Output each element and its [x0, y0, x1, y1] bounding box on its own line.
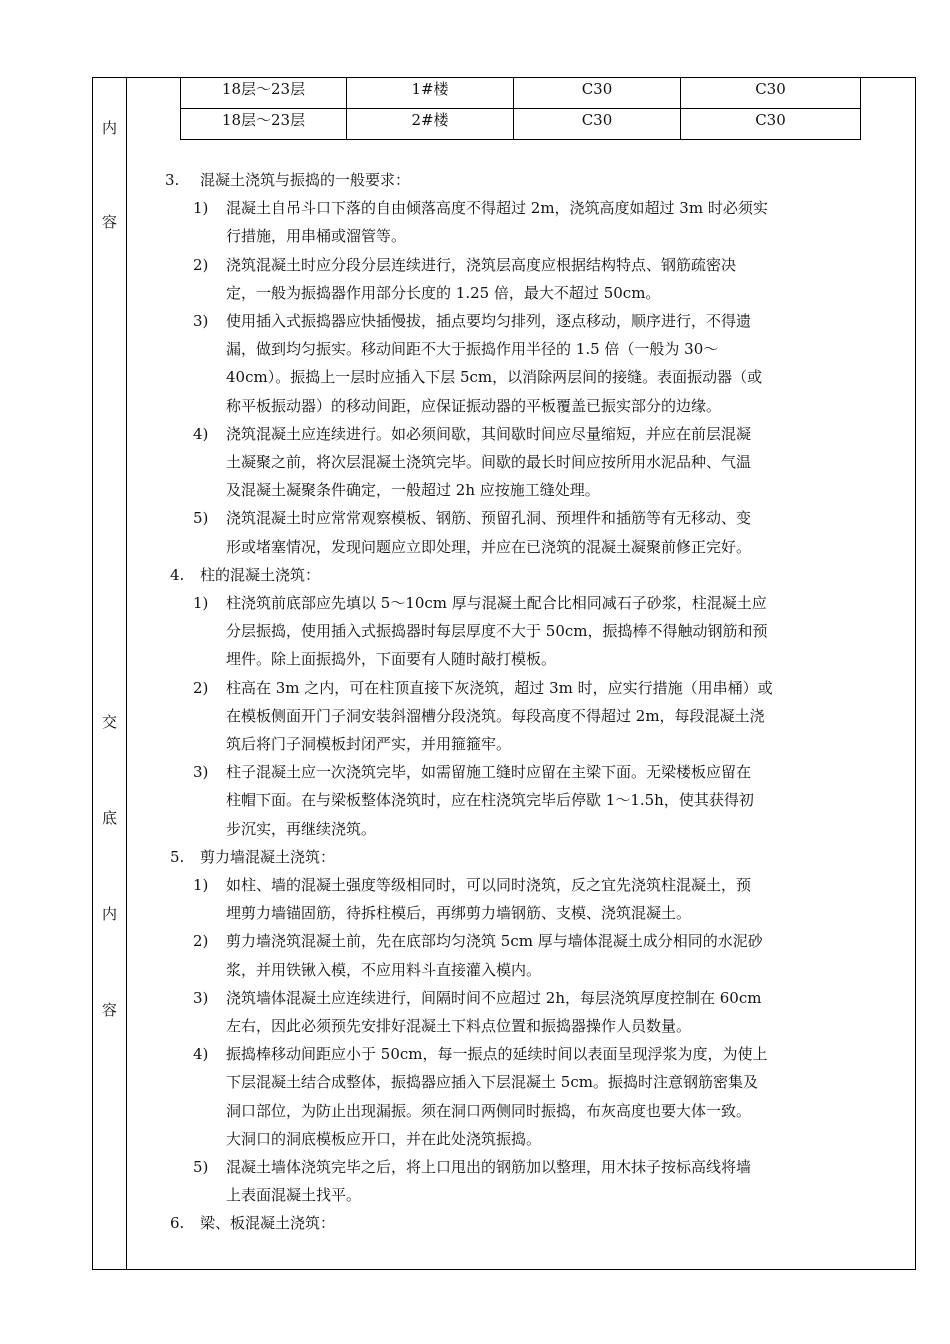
- item-text-line: 筑后将门子洞模板封闭严实，并用箍箍牢。: [226, 735, 512, 753]
- section-number: 3.: [165, 171, 180, 189]
- section-number: 6.: [170, 1214, 185, 1233]
- section-heading: [170, 1209, 335, 1237]
- item-number: 5): [193, 1158, 209, 1176]
- item-text-line: 定，一般为振捣器作用部分长度的 1.25 倍，最大不超过 50cm。: [226, 283, 661, 302]
- table-cell: 1#楼: [347, 78, 514, 109]
- item-text-line: 步沉实，再继续浇筑。: [226, 819, 377, 838]
- item-number: 2): [193, 255, 209, 274]
- table-row: [181, 109, 861, 140]
- item-text-line: 左右，因此必须预先安排好混凝土下料点位置和振捣器操作人员数量。: [226, 1017, 692, 1035]
- item-text-line: 及混凝土凝聚条件确定，一般超过 2h 应按施工缝处理。: [226, 481, 600, 500]
- section-title: 柱的混凝土浇筑：: [200, 565, 321, 584]
- item-text-line: 下层混凝土结合成整体，振捣器应插入下层混凝土 5cm。振捣时注意钢筋密集及: [226, 1073, 758, 1092]
- item-number: 3): [193, 312, 209, 330]
- side-label-char: 内: [101, 119, 117, 137]
- item-text-line: 40cm）。振捣上一层时应插入下层 5cm，以消除两层间的接缝。表面振动器（或: [226, 368, 763, 387]
- item-text-line: 柱高在 3m 之内，可在柱顶直接下灰浇筑，超过 3m 时，应实行措施（用串桶）或: [226, 678, 773, 697]
- item-text-line: 浆，并用铁锹入模，不应用料斗直接灌入模内。: [226, 960, 542, 979]
- item-text-line: 浇筑混凝土时应分段分层连续进行，浇筑层高度应根据结构特点、钢筋疏密决: [226, 255, 737, 274]
- item-text-line: 浇筑混凝土应连续进行。如必须间歇，其间歇时间应尽量缩短，并应在前层混凝: [226, 424, 752, 443]
- section-heading: [165, 166, 410, 194]
- item-text-line: 浇筑混凝土时应常常观察模板、钢筋、预留孔洞、预埋件和插筋等有无移动、变: [226, 509, 752, 528]
- section-heading: [170, 843, 335, 871]
- table-cell: 2#楼: [347, 109, 514, 140]
- section-title: 混凝土浇筑与振捣的一般要求：: [200, 171, 411, 189]
- item-text-line: 称平板振动器）的移动间距，应保证振动器的平板覆盖已振实部分的边缘。: [226, 396, 722, 415]
- item-text-line: 土凝聚之前，将次层混凝土浇筑完毕。间歇的最长时间应按所用水泥品种、气温: [226, 453, 752, 471]
- table-cell: 18层～23层: [181, 78, 347, 109]
- item-text-line: 使用插入式振捣器应快插慢拔，插点要均匀排列，逐点移动，顺序进行，不得遗: [226, 312, 752, 330]
- concrete-grade-table: [180, 77, 861, 140]
- side-label-char: 容: [101, 213, 117, 231]
- item-text-line: 柱浇筑前底部应先填以 5～10cm 厚与混凝土配合比相同减石子砂浆，柱混凝土应: [226, 594, 767, 612]
- item-number: 4): [193, 424, 209, 443]
- side-label-char: 交: [101, 713, 117, 731]
- table-cell: C30: [681, 78, 861, 109]
- item-text-line: 行措施，用串桶或溜管等。: [226, 227, 407, 246]
- item-number: 1): [193, 594, 209, 612]
- item-text-line: 振捣棒移动间距应小于 50cm，每一振点的延续时间以表面呈现浮浆为度，为使上: [226, 1045, 768, 1064]
- section-number: 5.: [170, 847, 185, 866]
- item-number: 4): [193, 1045, 209, 1064]
- table-cell: 18层～23层: [181, 109, 347, 140]
- section-heading: [170, 561, 320, 589]
- side-label-char: 内: [101, 905, 117, 923]
- section-title: 剪力墙混凝土浇筑：: [200, 847, 336, 866]
- item-text-line: 漏，做到均匀振实。移动间距不大于振捣作用半径的 1.5 倍（一般为 30～: [226, 340, 719, 359]
- item-text-line: 如柱、墙的混凝土强度等级相同时，可以同时浇筑，反之宜先浇筑柱混凝土，预: [226, 876, 752, 894]
- item-text-line: 浇筑墙体混凝土应连续进行，间隔时间不应超过 2h，每层浇筑厚度控制在 60cm: [226, 988, 762, 1007]
- section-number: 4.: [170, 565, 185, 584]
- item-text-line: 分层振捣，使用插入式振捣器时每层厚度不大于 50cm，振捣棒不得触动钢筋和预: [226, 622, 768, 641]
- item-text-line: 柱子混凝土应一次浇筑完毕，如需留施工缝时应留在主梁下面。无梁楼板应留在: [226, 763, 752, 782]
- item-text-line: 形或堵塞情况，发现问题应立即处理，并应在已浇筑的混凝土凝聚前修正完好。: [226, 537, 752, 556]
- item-number: 3): [193, 988, 209, 1007]
- section-title: 梁、板混凝土浇筑：: [200, 1214, 336, 1233]
- item-number: 3): [193, 763, 209, 782]
- table-cell: C30: [514, 109, 681, 140]
- item-number: 5): [193, 509, 209, 528]
- table-row: [181, 78, 861, 109]
- item-text-line: 洞口部位，为防止出现漏振。须在洞口两侧同时振捣，布灰高度也要大体一致。: [226, 1101, 752, 1120]
- item-text-line: 上表面混凝土找平。: [226, 1186, 362, 1205]
- side-label-char: 底: [101, 809, 117, 827]
- side-label-char: 容: [101, 1001, 117, 1019]
- item-text-line: 大洞口的洞底模板应开口，并在此处浇筑振捣。: [226, 1129, 542, 1148]
- item-text-line: 混凝土墙体浇筑完毕之后，将上口甩出的钢筋加以整理，用木抹子按标高线将墙: [226, 1158, 752, 1176]
- item-text-line: 埋件。除上面振捣外，下面要有人随时敲打模板。: [226, 650, 557, 669]
- item-number: 2): [193, 932, 209, 951]
- table-cell: C30: [681, 109, 861, 140]
- side-label-column: [92, 77, 127, 1270]
- table-cell: C30: [514, 78, 681, 109]
- item-number: 2): [193, 678, 209, 697]
- item-text-line: 柱帽下面。在与梁板整体浇筑时，应在柱浇筑完毕后停歇 1～1.5h，使其获得初: [226, 791, 754, 810]
- item-text-line: 埋剪力墙锚固筋，待拆柱模后，再绑剪力墙钢筋、支模、浇筑混凝土。: [226, 904, 692, 923]
- item-text-line: 混凝土自吊斗口下落的自由倾落高度不得超过 2m，浇筑高度如超过 3m 时必须实: [226, 199, 768, 218]
- item-text-line: 剪力墙浇筑混凝土前，先在底部均匀浇筑 5cm 厚与墙体混凝土成分相同的水泥砂: [226, 932, 763, 951]
- item-text-line: 在模板侧面开门子洞安装斜溜槽分段浇筑。每段高度不得超过 2m，每段混凝土浇: [226, 706, 765, 725]
- item-number: 1): [193, 876, 209, 894]
- item-number: 1): [193, 199, 209, 218]
